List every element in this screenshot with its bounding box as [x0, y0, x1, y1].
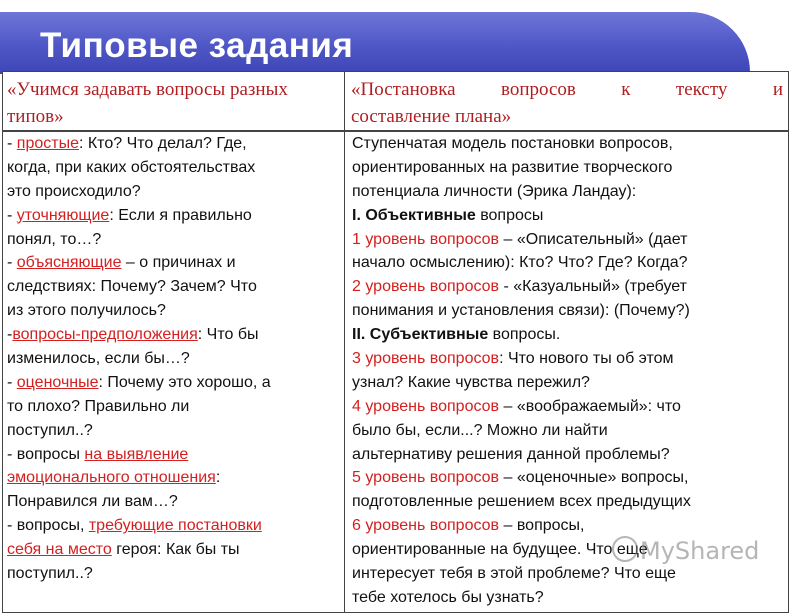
text-line: ориентированных на развитие творческого — [352, 158, 673, 176]
section-subjective: II. Субъективные вопросы. — [352, 326, 561, 344]
text-line: ориентированные на будущее. Что еще — [352, 541, 648, 559]
text-line: альтернативу решения данной проблемы? — [352, 445, 670, 463]
text-line: подготовленные решением всех предыдущих — [352, 493, 691, 511]
text-line: было бы, если...? Можно ли найти — [352, 421, 608, 439]
level-5: 5 уровень вопросов – «оценочные» вопросы, — [352, 469, 689, 487]
left-column — [7, 132, 343, 586]
level-2: 2 уровень вопросов - «Казуальный» (требует — [352, 278, 687, 296]
level-6-term: 6 уровень вопросов — [352, 517, 500, 535]
list-item-simple: - простые: Кто? Что делал? Где, — [7, 135, 247, 152]
list-item-clarify: - уточняющие: Если я правильно — [7, 206, 252, 224]
term-eval: оценочные — [16, 373, 99, 391]
text-line: из этого получилось? — [7, 302, 166, 320]
term-assume: вопросы-предположения — [12, 326, 198, 344]
text-line: Понравился ли вам…? — [7, 493, 178, 511]
term-emotion-2: эмоционального отношения — [7, 469, 216, 487]
text-line: понимания и установления связи): (Почему?) — [352, 302, 690, 320]
list-item-emotion: - вопросы на выявление — [7, 445, 189, 463]
section-objective: I. Объективные вопросы — [352, 206, 544, 224]
tasks-table — [2, 71, 789, 613]
header-left-line1: «Учимся задавать вопросы разных — [7, 79, 288, 100]
text-line: себя на место героя: Как бы ты — [7, 541, 240, 559]
level-5-term: 5 уровень вопросов — [352, 469, 500, 487]
header-right — [351, 76, 783, 130]
text-line: то плохо? Правильно ли — [7, 397, 190, 415]
text-line: тебе хотелось бы узнать? — [352, 588, 544, 606]
level-1: 1 уровень вопросов – «Описательный» (дает — [352, 230, 688, 248]
header-left — [7, 76, 342, 130]
term-simple: простые — [16, 135, 79, 152]
level-2-term: 2 уровень вопросов — [352, 278, 500, 296]
text-line: изменилось, если бы…? — [7, 350, 190, 368]
term-role-2: себя на место — [7, 541, 112, 559]
watermark-text: MyShared — [640, 537, 760, 565]
term-clarify: уточняющие — [16, 206, 110, 224]
term-explain: объясняющие — [16, 254, 122, 272]
list-item-role: - вопросы, требующие постановки — [7, 517, 262, 535]
header-right-line2: составление плана» — [351, 106, 512, 127]
level-1-term: 1 уровень вопросов — [352, 230, 500, 248]
text-line: Ступенчатая модель постановки вопросов, — [352, 135, 673, 152]
level-3-term: 3 уровень вопросов — [352, 350, 500, 368]
list-item-eval: - оценочные: Почему это хорошо, а — [7, 373, 271, 391]
header-right-line1: «Постановка вопросов к тексту и — [351, 79, 783, 100]
text-line: когда, при каких обстоятельствах — [7, 158, 256, 176]
watermark — [612, 536, 759, 565]
text-line: понял, то…? — [7, 230, 102, 248]
slide-title: Типовые задания — [40, 26, 354, 65]
text-line: поступил..? — [7, 421, 93, 439]
column-divider — [344, 72, 345, 612]
watermark-logo-icon — [612, 536, 638, 562]
text-line: это происходило? — [7, 182, 141, 200]
text-line: поступил..? — [7, 565, 93, 583]
level-3: 3 уровень вопросов: Что нового ты об этом — [352, 350, 674, 368]
term-emotion-1: на выявление — [84, 445, 189, 463]
list-item-assume: -вопросы-предположения: Что бы — [7, 326, 259, 344]
list-item-explain: - объясняющие – о причинах и — [7, 254, 236, 272]
text-line: потенциала личности (Эрика Ландау): — [352, 182, 637, 200]
text-line: узнал? Какие чувства пережил? — [352, 373, 590, 391]
text-line: эмоционального отношения: — [7, 469, 221, 487]
header-left-line2: типов» — [7, 106, 64, 127]
term-role-1: требующие постановки — [88, 517, 262, 535]
level-4: 4 уровень вопросов – «воображаемый»: что — [352, 397, 681, 415]
level-6: 6 уровень вопросов – вопросы, — [352, 517, 585, 535]
text-line: начало осмыслению): Кто? Что? Где? Когда? — [352, 254, 688, 272]
level-4-term: 4 уровень вопросов — [352, 397, 500, 415]
text-line: следствиях: Почему? Зачем? Что — [7, 278, 257, 296]
text-line: интересует тебя в этой проблеме? Что еще — [352, 565, 676, 583]
